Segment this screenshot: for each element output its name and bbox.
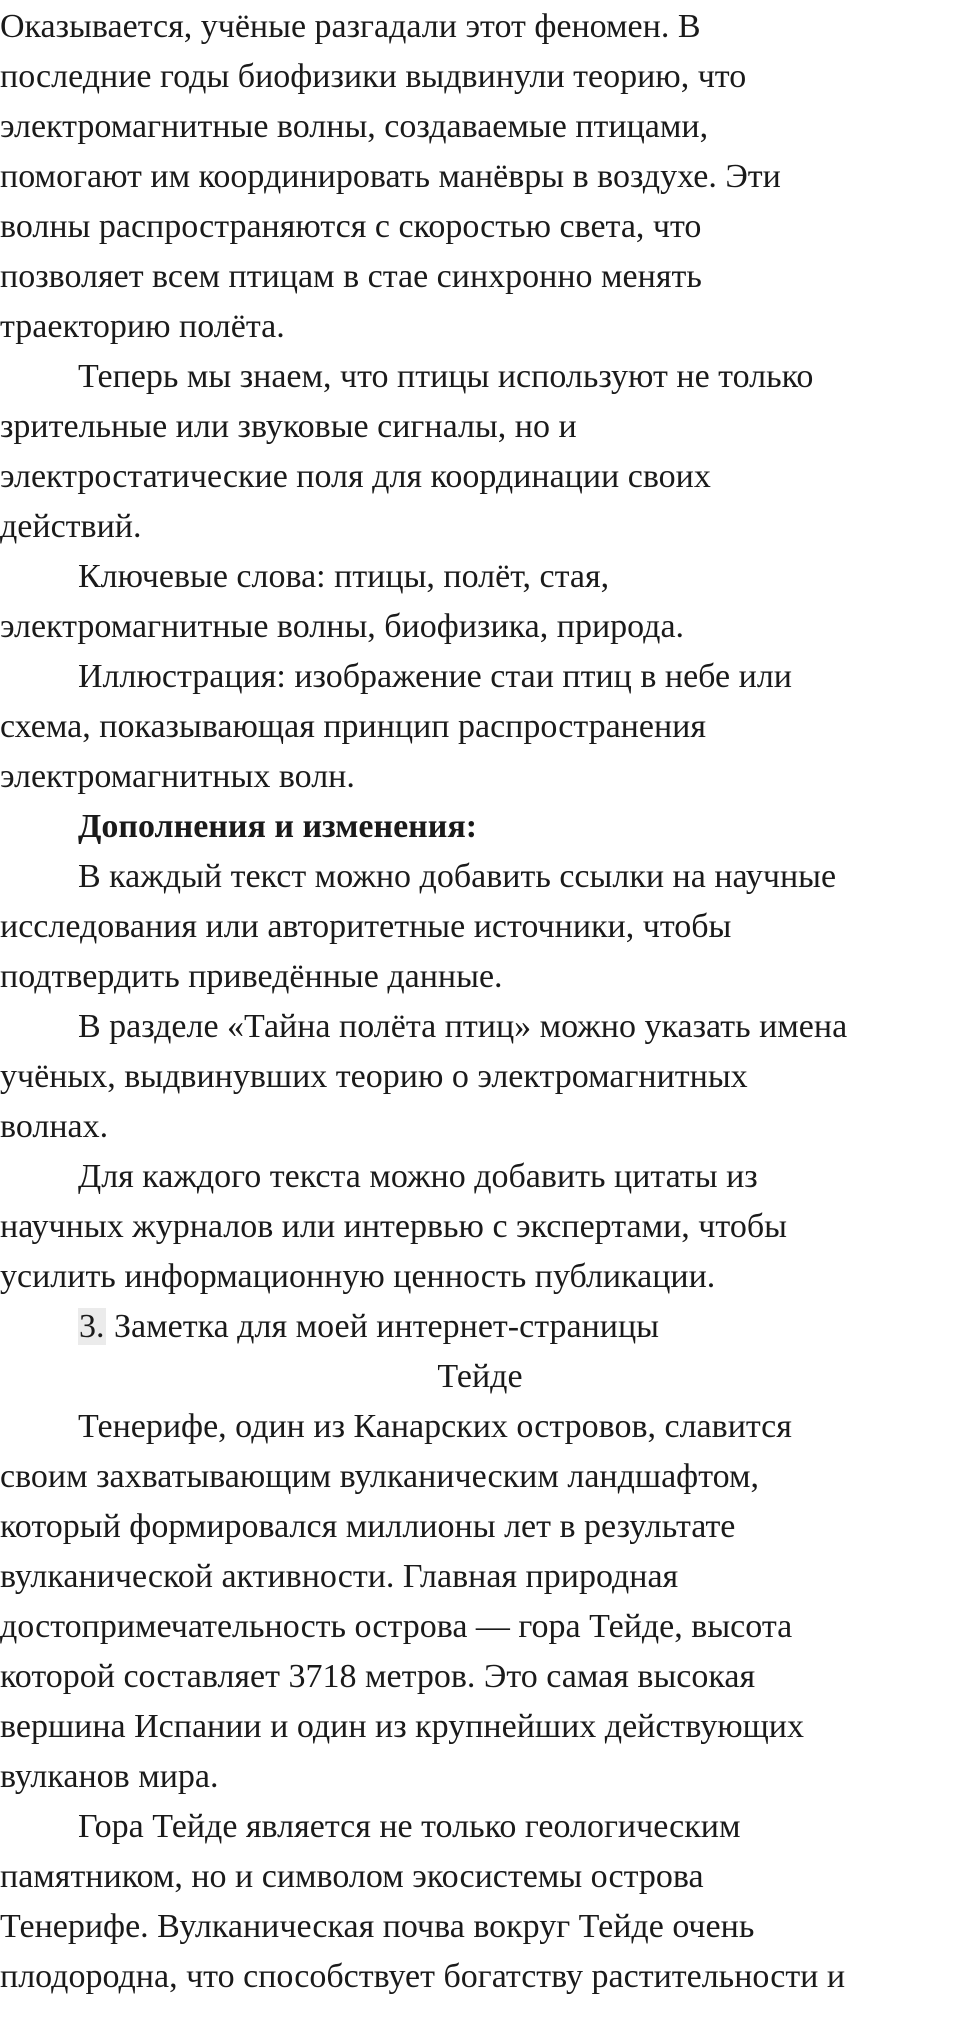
text-line: волны распространяются с скоростью света, что — [0, 208, 702, 245]
text-line: памятником, но и символом экосистемы острова — [0, 1858, 704, 1895]
paragraph — [0, 352, 960, 552]
text-line: Оказывается, учёные разгадали этот феномен. В — [0, 8, 701, 45]
text-line: последние годы биофизики выдвинули теорию, что — [0, 58, 747, 95]
text-line: позволяет всем птицам в стае синхронно менять — [0, 258, 702, 295]
text-line: исследования или авторитетные источники, чтобы — [0, 908, 732, 945]
text-line: вулканов мира. — [0, 1758, 219, 1795]
paragraph — [0, 1152, 960, 1302]
text-line: волнах. — [0, 1108, 109, 1145]
text-line: Ключевые слова: птицы, полёт, стая, — [78, 558, 610, 595]
text-line: схема, показывающая принцип распространения — [0, 708, 706, 745]
paragraph — [0, 2, 960, 352]
paragraph — [0, 802, 960, 852]
text-line: вулканической активности. Главная природная — [0, 1558, 679, 1595]
text-line: электромагнитных волн. — [0, 758, 355, 795]
text-line: Для каждого текста можно добавить цитаты из — [78, 1158, 758, 1195]
text-line: действий. — [0, 508, 142, 545]
text-line: электростатические поля для координации своих — [0, 458, 711, 495]
paragraph — [0, 652, 960, 802]
text-line: Гора Тейде является не только геологическим — [78, 1808, 741, 1845]
text-line: электромагнитные волны, биофизика, природа. — [0, 608, 685, 645]
text-line: подтвердить приведённые данные. — [0, 958, 503, 995]
paragraph — [0, 1402, 960, 1802]
text-line: который формировался миллионы лет в результате — [0, 1508, 736, 1545]
paragraphs-part-2 — [0, 1402, 960, 2002]
text-line: Дополнения и изменения: — [78, 808, 478, 845]
paragraph — [0, 552, 960, 652]
section-3-title — [0, 1352, 960, 1402]
paragraph — [0, 1802, 960, 2002]
paragraph — [0, 852, 960, 1002]
text-line: вершина Испании и один из крупнейших действующих — [0, 1708, 804, 1745]
text-line: траекторию полёта. — [0, 308, 285, 345]
text-line: плодородна, что способствует богатству растительности и — [0, 1958, 846, 1995]
section-heading-text: Заметка для моей интернет-страницы — [105, 1308, 659, 1345]
text-line: В разделе «Тайна полёта птиц» можно указать имена — [78, 1008, 848, 1045]
text-line: достопримечательность острова — гора Тейде, высота — [0, 1608, 793, 1645]
document-page — [0, 2, 960, 2002]
text-line: Иллюстрация: изображение стаи птиц в небе или — [78, 658, 792, 695]
text-line: электромагнитные волны, создаваемые птицами, — [0, 108, 709, 145]
text-line: усилить информационную ценность публикации. — [0, 1258, 716, 1295]
text-line: помогают им координировать манёвры в воздухе. Эти — [0, 158, 781, 195]
section-3-heading — [0, 1302, 960, 1352]
text-line: Теперь мы знаем, что птицы используют не только — [78, 358, 814, 395]
text-line: В каждый текст можно добавить ссылки на научные — [78, 858, 837, 895]
text-line: своим захватывающим вулканическим ландшафтом, — [0, 1458, 759, 1495]
text-line: Тенерифе, один из Канарских островов, славится — [78, 1408, 792, 1445]
note-title: Тейде — [437, 1358, 523, 1395]
text-line: учёных, выдвинувших теорию о электромагнитных — [0, 1058, 748, 1095]
text-line: зрительные или звуковые сигналы, но и — [0, 408, 577, 445]
text-line: Тенерифе. Вулканическая почва вокруг Тейде очень — [0, 1908, 755, 1945]
section-number: 3. — [79, 1308, 105, 1345]
paragraph — [0, 1002, 960, 1152]
paragraphs-part-1 — [0, 2, 960, 1302]
text-line: научных журналов или интервью с экспертами, чтобы — [0, 1208, 787, 1245]
text-line: которой составляет 3718 метров. Это самая высокая — [0, 1658, 756, 1695]
